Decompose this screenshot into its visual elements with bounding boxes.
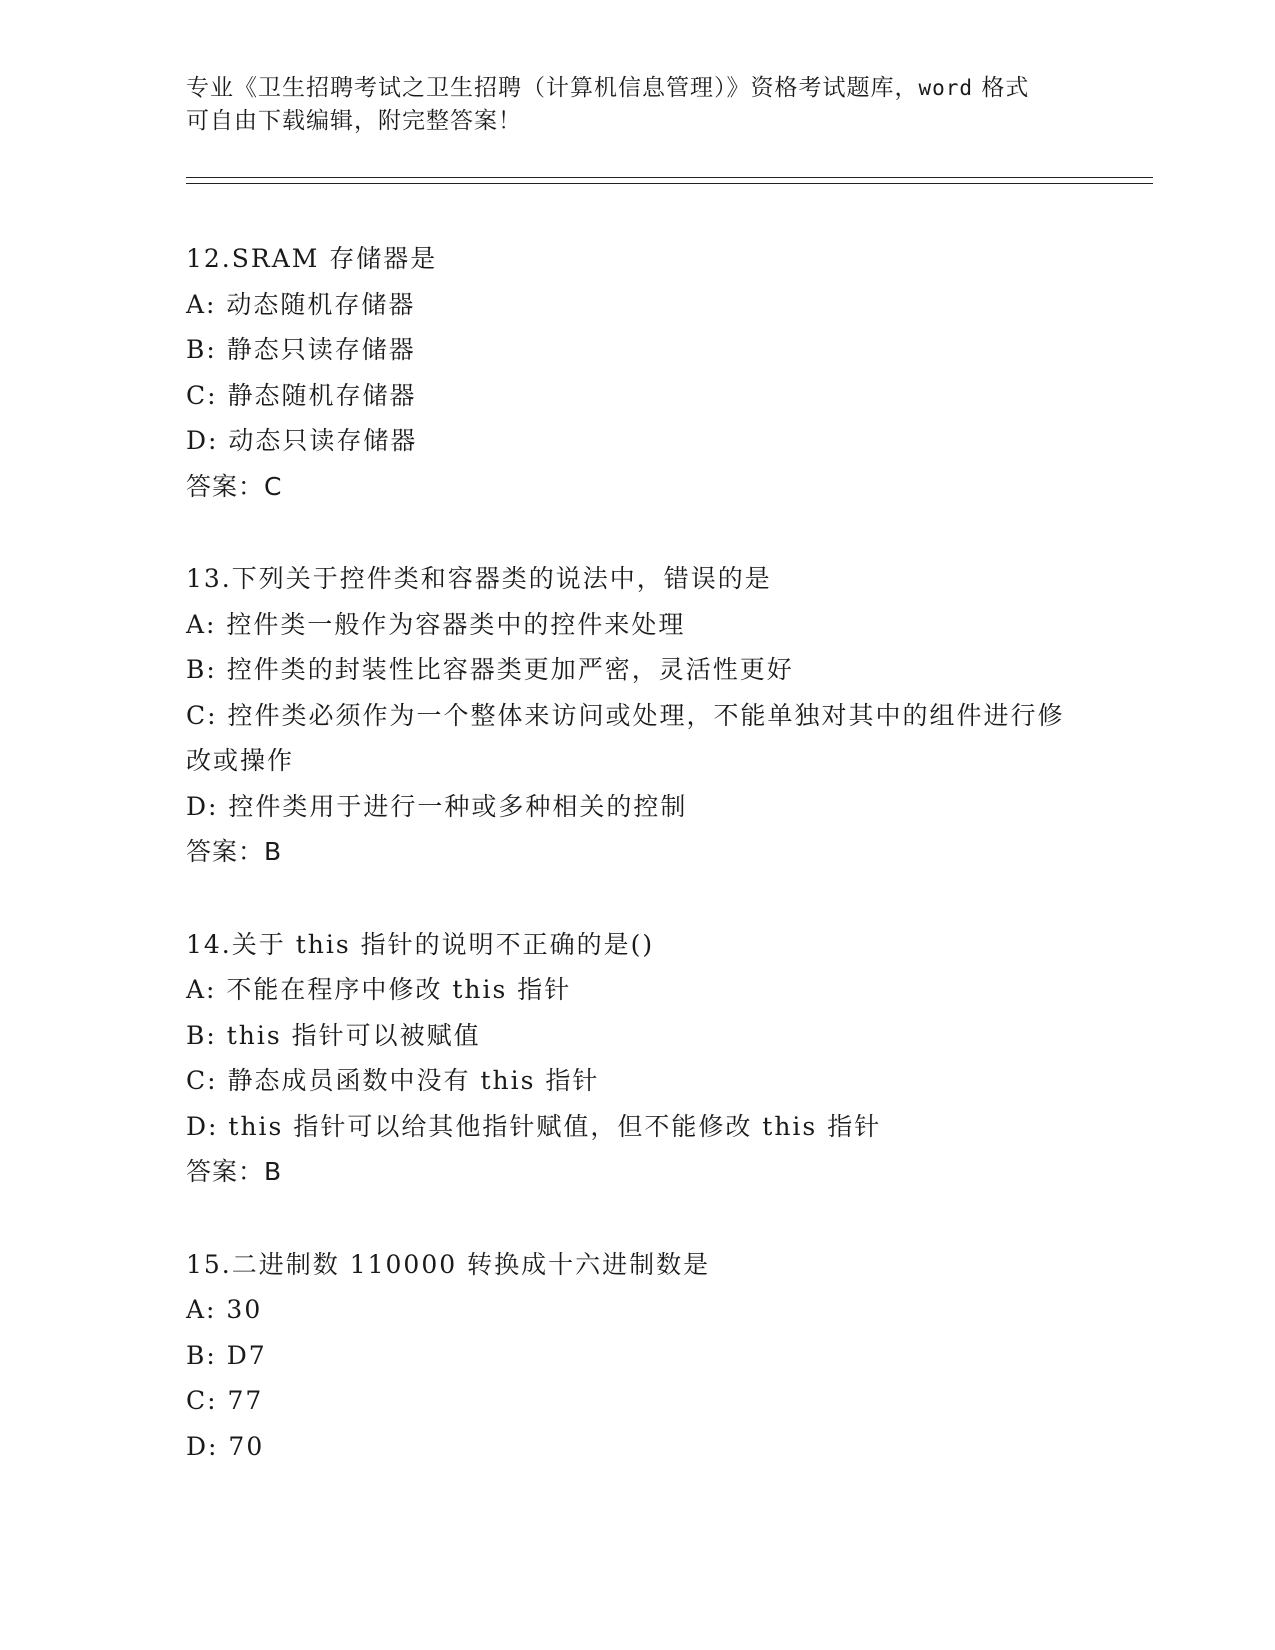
option-d: D: 动态只读存储器 <box>186 426 418 455</box>
header-divider-top <box>186 177 1153 178</box>
question-14 <box>186 922 1086 1195</box>
header-line-1-prefix: 专业《卫生招聘考试之卫生招聘（计算机信息管理）》资格考试题库， <box>186 75 919 101</box>
option-c: C: 控件类必须作为一个整体来访问或处理，不能单独对其中的组件进行修改或操作 <box>186 700 1065 775</box>
question-12 <box>186 236 1086 509</box>
answer: 答案：B <box>186 1157 283 1186</box>
question-list <box>186 236 1086 1516</box>
option-b: B: 静态只读存储器 <box>186 335 416 364</box>
header-line-1 <box>186 72 1066 105</box>
header-word-format: word <box>918 76 974 100</box>
answer: 答案：C <box>186 471 283 501</box>
question-13 <box>186 556 1086 875</box>
answer: 答案：B <box>186 837 283 866</box>
question-stem: 14.关于 this 指针的说明不正确的是() <box>186 929 655 959</box>
question-stem: 12.SRAM 存储器是 <box>186 244 438 273</box>
header-line-2: 可自由下载编辑，附完整答案！ <box>186 108 522 134</box>
option-b: B: 控件类的封装性比容器类更加严密，灵活性更好 <box>186 655 794 684</box>
option-c: C: 静态成员函数中没有 this 指针 <box>186 1066 600 1095</box>
option-a: A: 控件类一般作为容器类中的控件来处理 <box>186 609 686 639</box>
option-a: A: 不能在程序中修改 this 指针 <box>186 975 572 1004</box>
question-15 <box>186 1242 1086 1470</box>
option-c: C: 静态随机存储器 <box>186 380 417 410</box>
question-stem: 15.二进制数 110000 转换成十六进制数是 <box>186 1249 711 1279</box>
header-line-1-suffix: 格式 <box>973 75 1030 101</box>
option-b: B: this 指针可以被赋值 <box>186 1020 481 1050</box>
option-d: D: this 指针可以给其他指针赋值，但不能修改 this 指针 <box>186 1111 882 1141</box>
header-divider-bottom <box>186 183 1153 184</box>
option-a: A: 动态随机存储器 <box>186 289 416 319</box>
question-stem: 13.下列关于控件类和容器类的说法中，错误的是 <box>186 564 772 593</box>
option-d: D: 控件类用于进行一种或多种相关的控制 <box>186 791 688 821</box>
option-a: A: 30 <box>186 1295 263 1324</box>
option-c: C: 77 <box>186 1386 264 1415</box>
option-b: B: D7 <box>186 1340 267 1370</box>
document-header <box>186 72 1066 138</box>
option-d: D: 70 <box>186 1431 265 1461</box>
